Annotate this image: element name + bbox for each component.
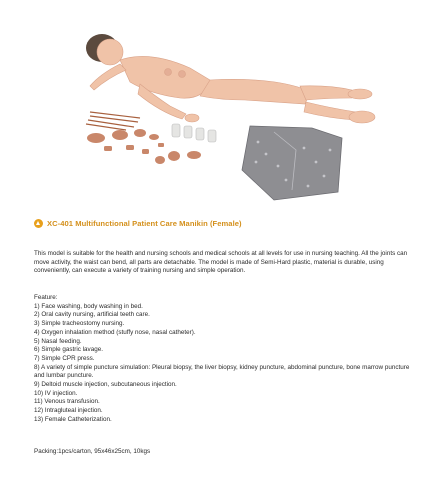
feature-item: 2) Oral cavity nursing, artificial teeth care. [34, 311, 150, 319]
feature-item: 9) Deltoid muscle injection, subcutaneous injection. [34, 381, 177, 389]
feature-item: 13) Female Catheterization. [34, 415, 112, 423]
feature-list [34, 303, 410, 425]
feature-item: 3) Simple tracheostomy nursing. [34, 320, 125, 328]
feature-item: 5) Nasal feeding. [34, 337, 82, 345]
packing-info [34, 448, 410, 457]
feature-section [34, 294, 410, 425]
feature-item: 12) Intragluteal injection. [34, 407, 103, 415]
feature-item: 11) Venous transfusion. [34, 398, 100, 406]
manikin-product-photo [60, 20, 400, 215]
manikin-figure [86, 34, 375, 123]
feature-item: 10) IV injection. [34, 389, 78, 397]
feature-heading: Feature: [34, 294, 58, 301]
feature-item: 6) Simple gastric lavage. [34, 346, 103, 354]
packing-text: Packing:1pcs/carton, 95x46x25cm, 10kgs [34, 448, 151, 455]
accessory-bottles [172, 124, 216, 142]
patient-gown [242, 126, 342, 200]
product-title: XC-401 Multifunctional Patient Care Manikin (Female) [47, 219, 242, 228]
feature-item: 8) A variety of simple puncture simulation: Pleural biopsy, the liver biopsy, kidney puncture, abdominal puncture, bone marrow puncture and lumbar puncture. [34, 363, 410, 380]
brand-logo-icon [34, 219, 43, 228]
feature-item: 4) Oxygen inhalation method (stuffy nose, nasal catheter). [34, 328, 196, 336]
feature-item: 1) Face washing, body washing in bed. [34, 302, 143, 310]
product-description [34, 250, 410, 276]
feature-item: 7) Simple CPR press. [34, 354, 95, 362]
description-text: This model is suitable for the health and nursing schools and medical schools at all levels for use in nursing teaching. All the joints can move activity, the waist can bend, all parts are detachable. The model is made of Semi-Hard plastic, material is durable, using conveniently, can execute a variety of training nursing and simple operation. [34, 250, 408, 275]
accessory-tubes [86, 112, 140, 130]
product-title-row [34, 219, 414, 228]
